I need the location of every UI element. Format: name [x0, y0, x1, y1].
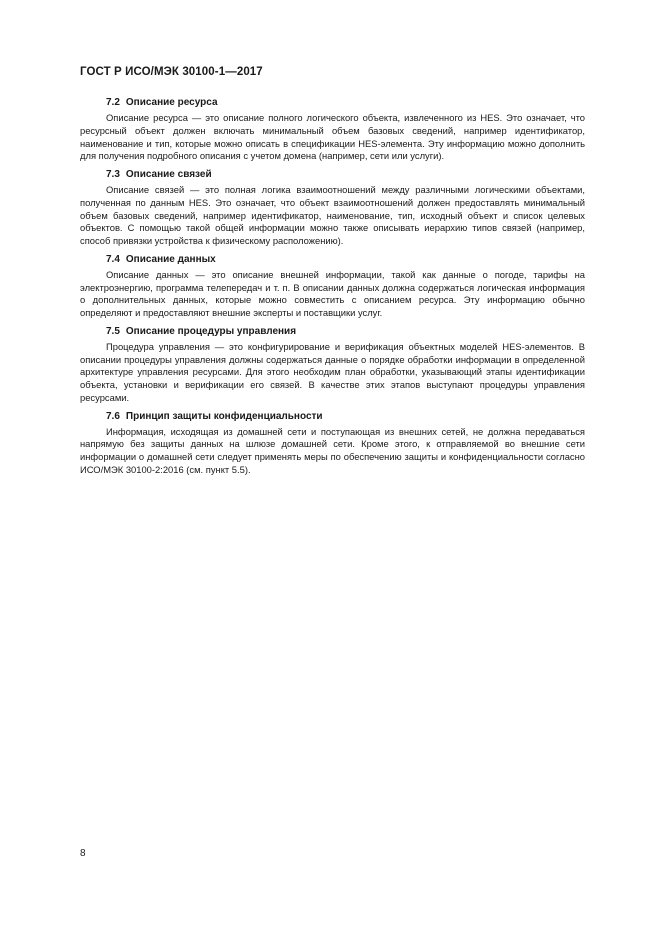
section-paragraph: Информация, исходящая из домашней сети и поступающая из внешних сетей, не должна передаваться напрямую без защиты данных на шлюзе домашней сети. Кроме этого, к отправляемой во внешние сети информации о домашней сети следует применять меры по обеспечению защиты и конфиденциальности согласно ИСО/МЭК 30100-2:2016 (см. пункт 5.5). [80, 425, 585, 475]
section-7-3 [80, 168, 585, 248]
section-paragraph: Описание данных — это описание внешней информации, такой как данные о погоде, тарифы на электроэнергию, программа телепередач и т. п. В описании данных должна содержаться логическая информация о дополнительных данных, которые можно совместить с описанием ресурса. Эту информацию обычно определяют и предоставляют внешние эксперты и поставщики услуг. [80, 268, 585, 318]
section-title: Описание ресурса [125, 97, 218, 108]
section-number: 7.6 [106, 410, 120, 422]
page-number: 8 [80, 848, 86, 859]
document-body [80, 96, 585, 482]
section-title: Принцип защиты конфиденциальности [125, 410, 323, 422]
section-heading [80, 253, 585, 266]
section-number: 7.2 [106, 97, 120, 108]
section-paragraph: Процедура управления — это конфигурирование и верификация объектных моделей HES-элементов. В описании процедуры управления должны содержаться данные о порядке обработки информации в определенной архитектуре управления ресурсами. Для этого необходим план обработки, указывающий этапы идентификации объекта, установки и верификации его связей. В качестве этих этапов выступают процедуры управления ресурсами. [80, 340, 585, 403]
section-number: 7.5 [106, 325, 120, 337]
section-title: Описание связей [125, 169, 212, 180]
section-7-6 [80, 410, 585, 477]
section-title: Описание данных [125, 253, 216, 265]
section-number: 7.3 [106, 169, 120, 180]
section-paragraph: Описание ресурса — это описание полного логического объекта, извлеченного из HES. Это означает, что ресурсный объект должен включать минимальный объем базовых сведений, например идентификатор, наименование и тип, которые можно описать в спецификации HES-элемента. Эту информацию можно дополнить для получения подробного описания с учетом домена (например, сети или услуги). [80, 112, 585, 162]
document-header: ГОСТ Р ИСО/МЭК 30100-1—2017 [80, 66, 263, 78]
section-heading [80, 325, 585, 338]
section-title: Описание процедуры управления [125, 325, 297, 337]
section-7-5 [80, 325, 585, 405]
section-heading [80, 96, 585, 109]
section-7-4 [80, 253, 585, 320]
section-7-2 [80, 96, 585, 163]
section-heading [80, 410, 585, 423]
section-paragraph: Описание связей — это полная логика взаимоотношений между различными логическими объектами, полученная по данным HES. Это означает, что объект взаимоотношений должен предоставлять минимальный объем базовых сведений, например идентификатор, наименование, тип, исходный объект и список целевых объектов. С помощью такой общей информации можно также описывать иерархию типов связей (например, способ привязки устройства к физическому расположению). [80, 184, 585, 246]
section-heading [80, 168, 585, 181]
section-number: 7.4 [106, 253, 120, 265]
